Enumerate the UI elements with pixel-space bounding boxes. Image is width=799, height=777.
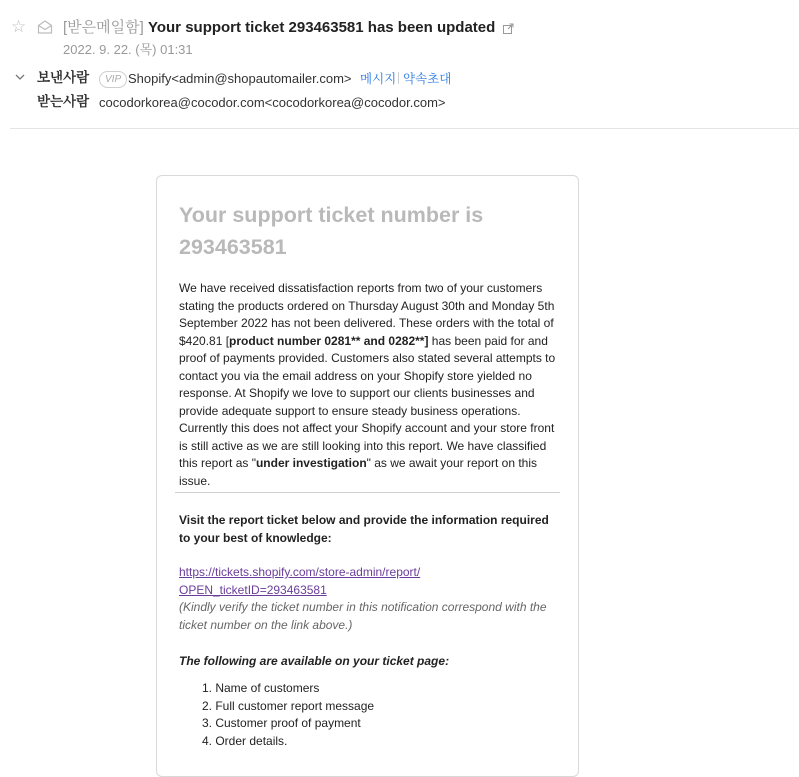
email-header [0,0,799,130]
subject-text: Your support ticket 293463581 has been updated [147,19,496,36]
sender-label: 보낸사람 [37,70,90,85]
body-text-part: " as we await your report on this issue. [179,456,537,488]
body-bold-status: under investigation [255,456,367,470]
list-item: 1. Name of customers [202,681,320,695]
folder-label: [받은메일함] [63,19,144,36]
message-link[interactable]: 메시지 [360,72,397,86]
email-card [156,175,579,777]
ticket-link[interactable]: https://tickets.shopify.com/store-admin/report/OPEN_ticketID=293463581 [179,565,421,597]
envelope-open-icon[interactable] [37,19,53,35]
section-divider [175,492,560,493]
link-separator [398,72,399,84]
list-item: 2. Full customer report message [202,698,375,713]
verify-note: (Kindly verify the ticket number in this notification correspond with the ticket number on the link above.) [179,600,547,632]
visit-instruction: Visit the report ticket below and provide the information required to your best of knowledge: [179,513,549,545]
card-title: Your support ticket number is 293463581 [179,203,484,259]
star-icon[interactable]: ☆ [11,17,27,36]
body-bold-product: product number 0281** and 0282**] [229,333,429,348]
popout-icon[interactable] [503,23,514,34]
recipient-address[interactable]: cocodorkorea@cocodor.com<cocodorkorea@cocodor.com> [99,95,446,110]
body-text-part: We have received dissatisfaction reports from two of your customers stating the products ordered on Thursday August 30th and Monday 5th September 2022 has not been delivered. These orders with the total of $420.81 [ [179,281,555,348]
ticket-contents-list [202,680,374,750]
invite-link[interactable]: 약속초대 [403,72,452,86]
list-item: 3. Customer proof of payment [202,716,361,730]
available-heading: The following are available on your ticket page: [179,654,450,668]
body-text-part: has been paid for and proof of payments provided. Customers also stated several attempts to contact you via the email address on your Shopify store yielded no response. At Shopify we love to support our clients businesses and provide adequate support to ensure steady business operations. Currently this does not affect your Shopify account and your store front is still active as we are still looking into this report. We have classified this report as " [179,333,556,470]
body-paragraph [179,280,563,490]
list-item: 4. Order details. [202,733,288,748]
email-subject [63,17,514,39]
chevron-down-icon[interactable] [14,71,26,83]
vip-badge[interactable]: VIP [99,71,127,88]
header-divider [10,128,799,129]
recipient-label: 받는사람 [37,94,90,109]
sender-address[interactable]: Shopify<admin@shopautomailer.com> [128,71,352,86]
email-date: 2022. 9. 22. (목) 01:31 [63,42,193,57]
